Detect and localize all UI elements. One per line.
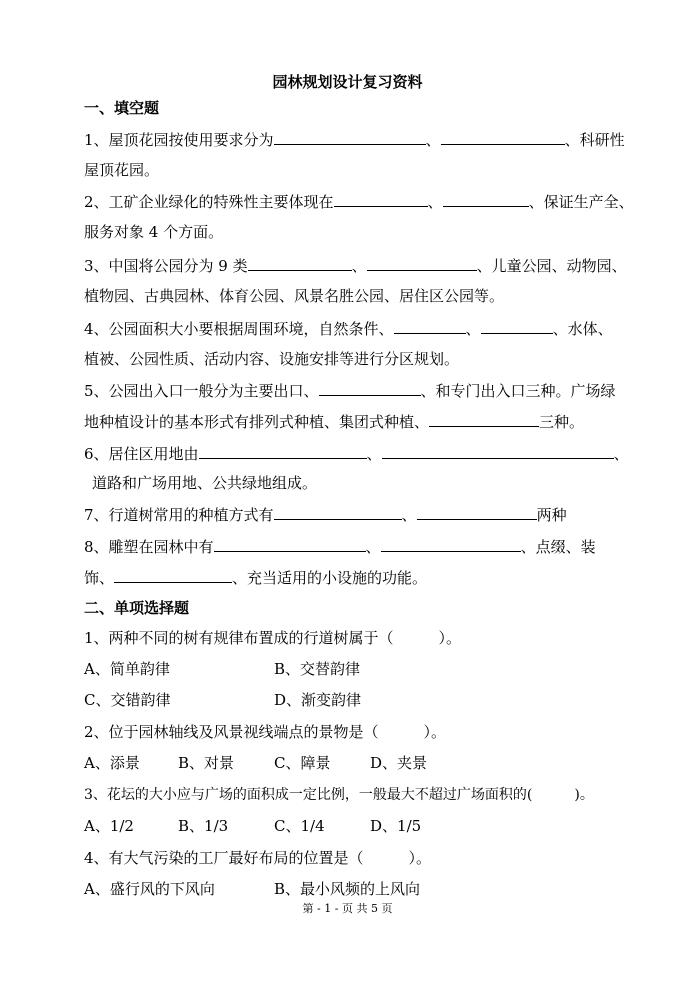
question-text: 7、行道树常用的种植方式有 (84, 506, 274, 524)
question-text: 、点缀、装 (520, 538, 596, 556)
answer-blank (382, 443, 614, 459)
answer-blank (367, 255, 477, 271)
choice-question-2: 2、位于园林轴线及风景视线端点的景物是（ ）。 (84, 723, 447, 741)
fill-question-3 (84, 255, 627, 276)
answer-blank (381, 536, 521, 552)
choice-options-4 (84, 879, 420, 899)
fill-question-4 (84, 318, 613, 339)
choice-options-2 (84, 753, 427, 773)
answer-blank (274, 129, 426, 145)
option-a: A、盛行风的下风向 (84, 880, 215, 898)
section-heading-fill-in: 一、填空题 (84, 99, 160, 117)
page-footer: 第 - 1 - 页 共 5 页 (302, 902, 393, 915)
question-text: 地种植设计的基本形式有排列式种植、集团式种植、 (84, 413, 430, 431)
answer-blank (114, 567, 232, 583)
question-text: 2、工矿企业绿化的特殊性主要体现在 (84, 193, 334, 211)
question-text: 饰、 (84, 569, 115, 587)
option-c: C、1/4 (274, 817, 325, 835)
separator: 、 (351, 257, 367, 275)
answer-blank (481, 318, 553, 334)
fill-question-1 (84, 129, 625, 150)
fill-question-6 (84, 443, 629, 464)
fill-question-4-cont: 植被、公园性质、活动内容、设施安排等进行分区规划。 (84, 350, 460, 368)
option-d: D、夹景 (370, 754, 428, 772)
question-text: 、水体、 (552, 320, 613, 338)
question-text: 两种 (536, 506, 567, 524)
answer-blank (199, 443, 367, 459)
fill-question-6-cont: 道路和广场用地、公共绿地组成。 (92, 474, 318, 492)
separator: 、 (465, 320, 481, 338)
answer-blank (214, 536, 366, 552)
question-text: 、充当适用的小设施的功能。 (232, 569, 428, 587)
answer-blank (417, 504, 537, 520)
question-text: 、保证生产全、 (528, 193, 634, 211)
answer-blank (441, 129, 565, 145)
choice-question-4: 4、有大气污染的工厂最好布局的位置是（ ）。 (84, 849, 432, 867)
option-c: C、交错韵律 (84, 691, 171, 709)
fill-question-7 (84, 504, 567, 525)
fill-question-1-cont: 屋顶花园。 (84, 161, 160, 179)
question-text: 、科研性 (564, 131, 625, 149)
question-text: 1、屋顶花园按使用要求分为 (84, 131, 274, 149)
answer-blank (429, 411, 539, 427)
question-text: 三种。 (539, 413, 585, 431)
choice-question-1: 1、两种不同的树有规律布置成的行道树属于（ ）。 (84, 629, 462, 647)
option-a: A、添景 (84, 754, 140, 772)
question-text: 、和专门出入口三种。广场绿 (420, 382, 616, 400)
question-text: 5、公园出入口一般分为主要出口、 (84, 382, 319, 400)
question-text: 4、公园面积大小要根据周围环境，自然条件、 (84, 320, 394, 338)
fill-question-5 (84, 380, 616, 401)
separator: 、 (366, 445, 382, 463)
separator: 、 (425, 131, 441, 149)
fill-question-2-cont: 服务对象 4 个方面。 (84, 223, 224, 241)
question-text: 、儿童公园、动物园、 (476, 257, 627, 275)
option-b: B、1/3 (178, 817, 229, 835)
option-a: A、简单韵律 (84, 660, 170, 678)
answer-blank (274, 504, 402, 520)
option-b: B、交替韵律 (274, 660, 361, 678)
answer-blank (443, 191, 529, 207)
answer-blank (334, 191, 428, 207)
separator: 、 (401, 506, 417, 524)
option-b: B、最小风频的上风向 (274, 880, 421, 898)
separator: 、 (427, 193, 443, 211)
document-title: 园林规划设计复习资料 (272, 73, 423, 91)
question-text: 、 (613, 445, 629, 463)
fill-question-8 (84, 536, 596, 557)
choice-options-3 (84, 816, 421, 836)
option-a: A、1/2 (84, 817, 134, 835)
question-text: 3、中国将公园分为 9 类 (84, 257, 248, 275)
question-text: 8、雕塑在园林中有 (84, 538, 214, 556)
section-heading-single-choice: 二、单项选择题 (84, 599, 190, 617)
choice-question-3: 3、花坛的大小应与广场的面积成一定比例，一般最大不超过广场面积的( )。 (84, 787, 594, 803)
answer-blank (248, 255, 352, 271)
choice-options-1a (84, 659, 360, 679)
answer-blank (319, 380, 421, 396)
answer-blank (394, 318, 466, 334)
fill-question-5-cont (84, 411, 584, 432)
option-b: B、对景 (178, 754, 235, 772)
option-d: D、渐变韵律 (274, 691, 362, 709)
option-c: C、障景 (274, 754, 331, 772)
choice-options-1b (84, 690, 361, 710)
fill-question-8-cont (84, 567, 427, 588)
option-d: D、1/5 (370, 817, 422, 835)
question-text: 6、居住区用地由 (84, 445, 199, 463)
separator: 、 (365, 538, 381, 556)
fill-question-2 (84, 191, 634, 212)
fill-question-3-cont: 植物园、古典园林、体育公园、风景名胜公园、居住区公园等。 (84, 287, 505, 305)
